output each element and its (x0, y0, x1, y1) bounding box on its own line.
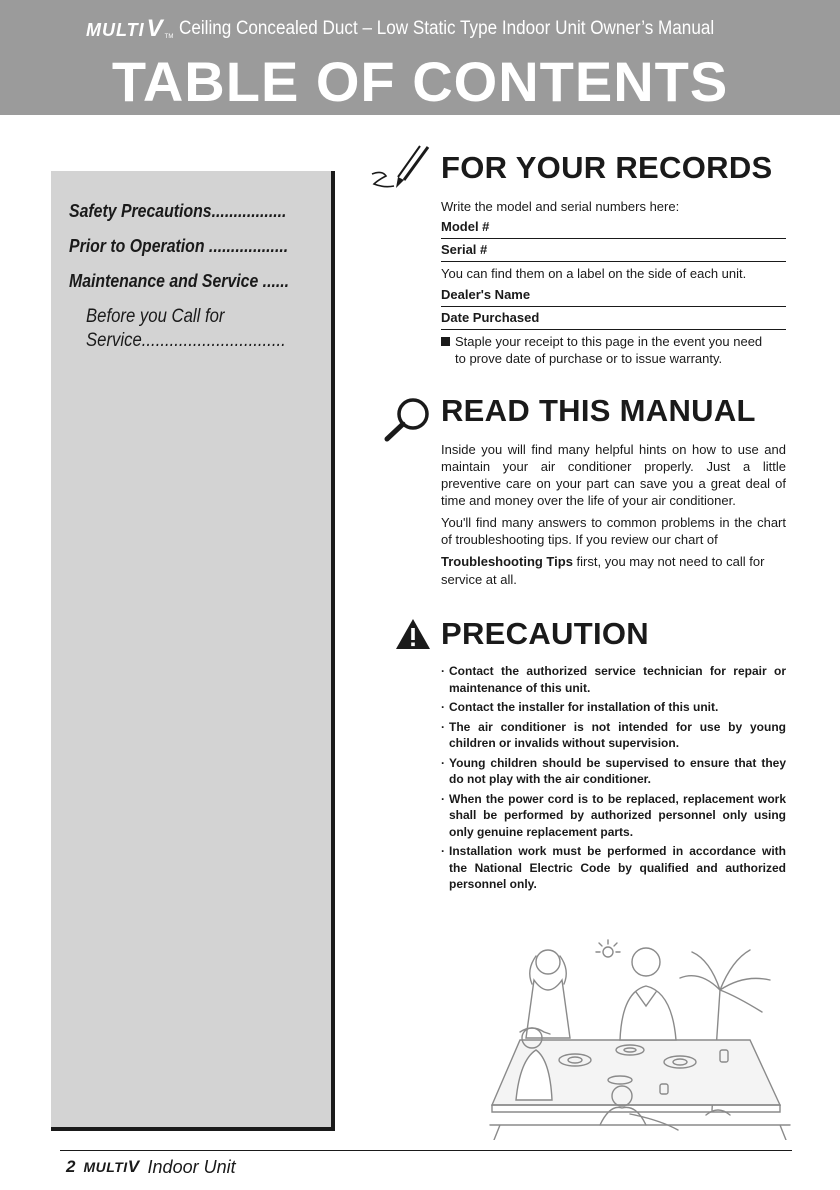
records-intro: Write the model and serial numbers here: (441, 199, 680, 214)
trademark-mark: TM (164, 34, 174, 40)
footer-rule (60, 1150, 792, 1151)
manual-paragraph-2: You'll find many answers to common problems in the chart of troubleshooting tips. If you review our chart of (441, 515, 786, 547)
model-number-field[interactable]: Model # (441, 216, 786, 239)
brand-logo: MULTIV (86, 15, 164, 42)
toc-item-safety[interactable]: Safety Precautions................. (69, 201, 287, 221)
dealer-name-field[interactable]: Dealer's Name (441, 284, 786, 307)
page-title: TABLE OF CONTENTS (111, 50, 729, 113)
staple-line-2: to prove date of purchase or to issue warranty. (455, 351, 723, 366)
toc-subitem-before-call[interactable] (86, 305, 286, 353)
toc-subitem-line1: Before you Call for (86, 306, 225, 327)
toc-panel (51, 171, 335, 1131)
manual-title: READ THIS MANUAL (441, 393, 756, 428)
list-item: · Young children should be supervised to ensure that they do not play with the air conditioner. (441, 755, 786, 788)
staple-receipt-note (441, 333, 786, 367)
list-item: · Installation work must be performed in accordance with the National Electric Code by qualified and authorized personnel only. (441, 843, 786, 893)
precaution-title: PRECAUTION (441, 616, 649, 651)
manual-paragraph-3 (441, 553, 786, 589)
manual-paragraph-1: Inside you will find many helpful hints on how to use and maintain your air conditioner properly. Just a little preventive care on your part can save you a great deal of time and money over the life of your air conditioner. (441, 442, 786, 508)
page-footer (66, 1155, 236, 1179)
page-header (0, 0, 840, 115)
serial-number-field[interactable]: Serial # (441, 239, 786, 262)
magnifier-icon (382, 396, 434, 444)
list-item: · The air conditioner is not intended for use by young children or invalids without supervision. (441, 719, 786, 752)
footer-brand-logo: MULTIV (83, 1157, 140, 1176)
staple-line-1: Staple your receipt to this page in the event you need (455, 334, 763, 349)
toc-item-maintenance[interactable]: Maintenance and Service ...... (69, 271, 290, 291)
list-item: · Contact the installer for installation of this unit. (441, 699, 786, 716)
manual-paragraph-3-rest: first, you may not need to call for service at all. (441, 554, 765, 587)
square-bullet-icon (441, 337, 450, 346)
pen-icon (370, 144, 432, 196)
footer-text: Indoor Unit (147, 1156, 236, 1177)
warning-icon (395, 618, 431, 650)
date-purchased-field[interactable]: Date Purchased (441, 307, 786, 330)
page-number: 2 (66, 1157, 76, 1176)
records-title: FOR YOUR RECORDS (441, 150, 773, 185)
brand-line (86, 14, 774, 44)
list-item: · Contact the authorized service technician for repair or maintenance of this unit. (441, 663, 786, 696)
label-location-note: You can find them on a label on the side of each unit. (441, 266, 747, 281)
toc-subitem-line2: Service............................... (86, 330, 286, 351)
manual-subtitle: Ceiling Concealed Duct – Low Static Type Indoor Unit Owner’s Manual (179, 18, 715, 39)
toc-item-prior-operation[interactable]: Prior to Operation .................. (69, 236, 289, 256)
list-item: · When the power cord is to be replaced, replacement work shall be performed by authorized personnel only using only genuine replacement parts. (441, 791, 786, 841)
troubleshooting-tips-ref: Troubleshooting Tips (441, 554, 573, 569)
family-picnic-illustration (480, 900, 800, 1140)
precaution-list (441, 663, 786, 896)
